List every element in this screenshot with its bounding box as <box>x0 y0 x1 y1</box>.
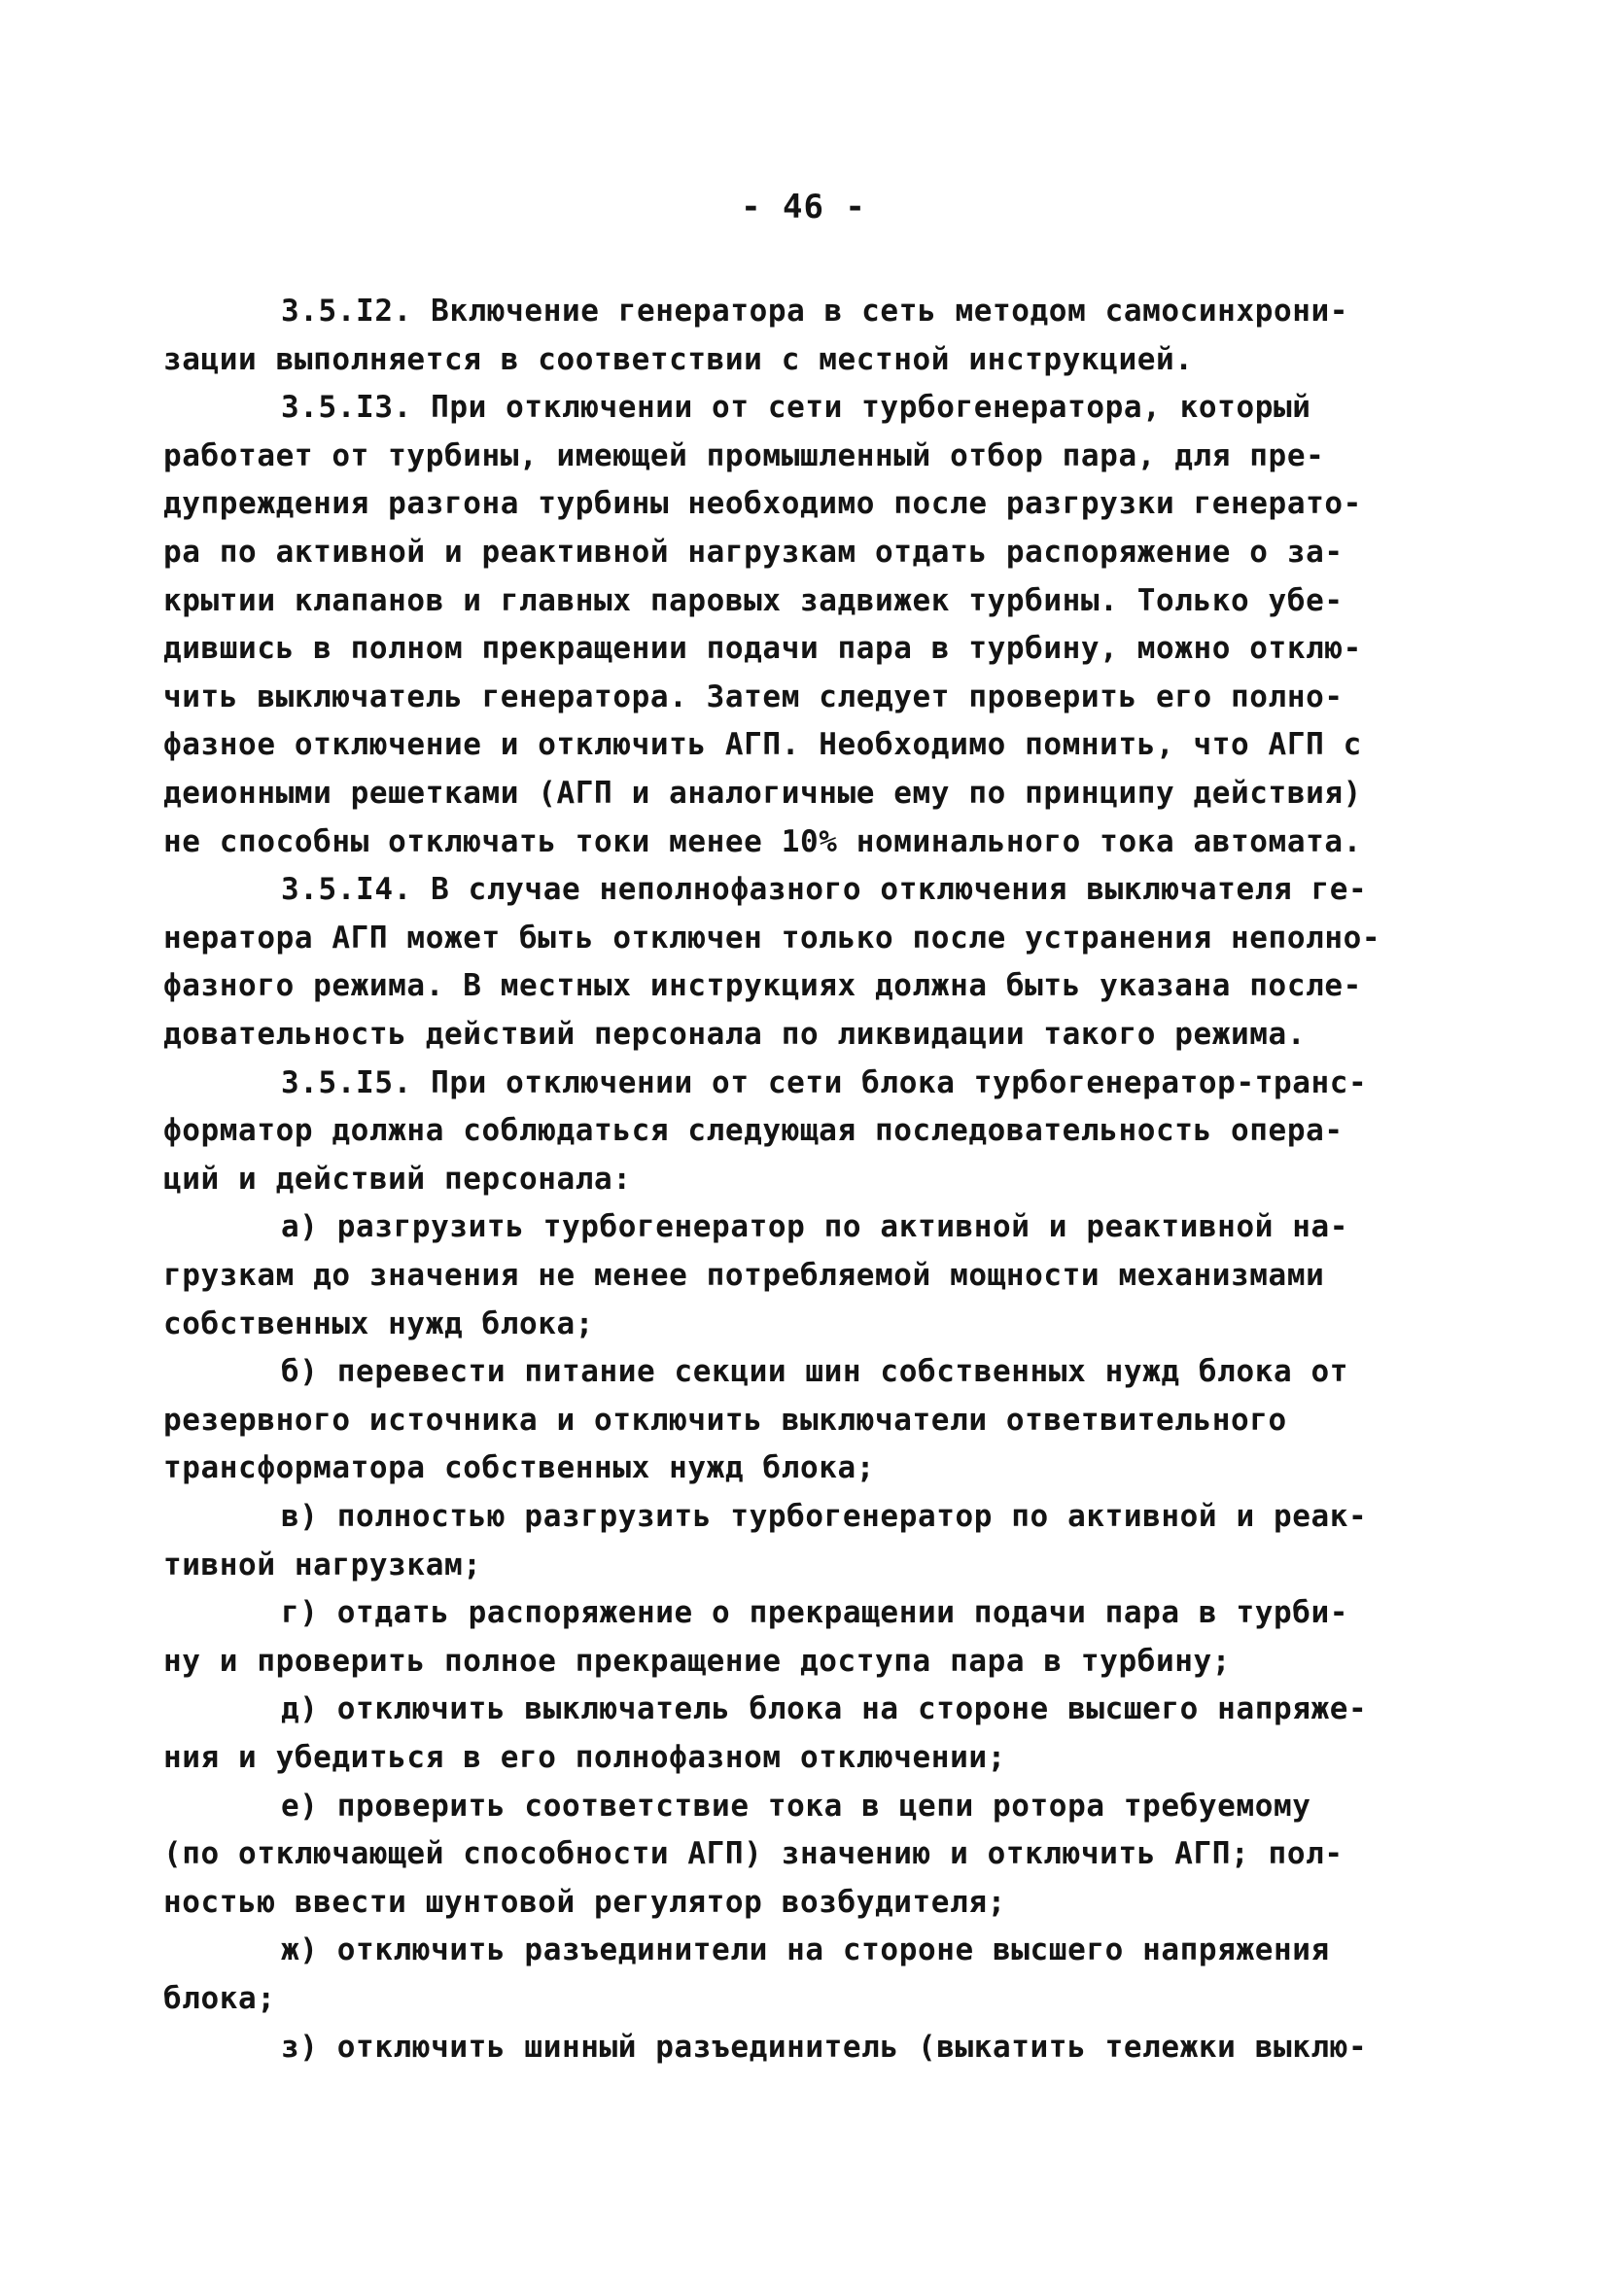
text-line: ж) отключить разъединители на стороне высшего напряжения <box>281 1932 1330 1968</box>
text-line: 3.5.I4. В случае неполнофазного отключения выключателя ге- <box>281 872 1368 908</box>
text-line: форматор должна соблюдаться следующая последовательность опера- <box>163 1113 1344 1149</box>
text-line: а) разгрузить турбогенератор по активной и реактивной на- <box>281 1209 1349 1245</box>
page-number: - 46 - <box>741 188 866 226</box>
text-line: ций и действий персонала: <box>163 1161 632 1197</box>
text-line: фазного режима. В местных инструкциях должна быть указана после- <box>163 968 1362 1004</box>
text-line: 3.5.I2. Включение генератора в сеть методом самосинхрони- <box>281 294 1349 329</box>
text-line: фазное отключение и отключить АГП. Необходимо помнить, что АГП с <box>163 727 1362 763</box>
text-line: з) отключить шинный разъединитель (выкатить тележки выклю- <box>281 2029 1368 2065</box>
text-line: блока; <box>163 1981 276 2016</box>
text-line: 3.5.I3. При отключении от сети турбогенератора, который <box>281 390 1311 426</box>
text-line: грузкам до значения не менее потребляемой мощности механизмами <box>163 1258 1325 1293</box>
text-line: д) отключить выключатель блока на стороне высшего напряже- <box>281 1691 1368 1727</box>
text-line: чить выключатель генератора. Затем следует проверить его полно- <box>163 678 1344 714</box>
text-line: довательность действий персонала по ликвидации такого режима. <box>163 1017 1307 1052</box>
text-line: е) проверить соответствие тока в цепи ротора требуемому <box>281 1788 1311 1824</box>
text-line: ну и проверить полное прекращение доступа пара в турбину; <box>163 1643 1232 1679</box>
text-line: собственных нужд блока; <box>163 1305 595 1341</box>
text-line: ния и убедиться в его полнофазном отключении; <box>163 1740 1006 1775</box>
text-line: дупреждения разгона турбины необходимо после разгрузки генерато- <box>163 486 1362 522</box>
text-line: нератора АГП может быть отключен только после устранения неполно- <box>163 920 1381 956</box>
text-line: зации выполняется в соответствии с местной инструкцией. <box>163 341 1194 377</box>
text-line: (по отключающей способности АГП) значению и отключить АГП; пол- <box>163 1836 1344 1872</box>
text-line: ностью ввести шунтовой регулятор возбудителя; <box>163 1884 1006 1920</box>
text-line: дившись в полном прекращении подачи пара в турбину, можно отклю- <box>163 631 1362 667</box>
text-line: резервного источника и отключить выключатели ответвительного <box>163 1402 1287 1438</box>
text-line: в) полностью разгрузить турбогенератор по активной и реак- <box>281 1499 1368 1534</box>
text-line: тивной нагрузкам; <box>163 1547 482 1583</box>
text-line: работает от турбины, имеющей промышленный отбор пара, для пре- <box>163 437 1325 473</box>
text-line: деионными решетками (АГП и аналогичные ему по принципу действия) <box>163 776 1362 811</box>
text-line: ра по активной и реактивной нагрузкам отдать распоряжение о за- <box>163 535 1344 570</box>
text-line: г) отдать распоряжение о прекращении подачи пара в турби- <box>281 1595 1349 1631</box>
text-line: крытии клапанов и главных паровых задвижек турбины. Только убе- <box>163 582 1344 618</box>
text-line: трансформатора собственных нужд блока; <box>163 1450 876 1486</box>
text-line: б) перевести питание секции шин собственных нужд блока от <box>281 1354 1349 1390</box>
text-line: 3.5.I5. При отключении от сети блока турбогенератор-транс- <box>281 1064 1368 1100</box>
text-line: не способны отключать токи менее 10% номинального тока автомата. <box>163 823 1362 859</box>
